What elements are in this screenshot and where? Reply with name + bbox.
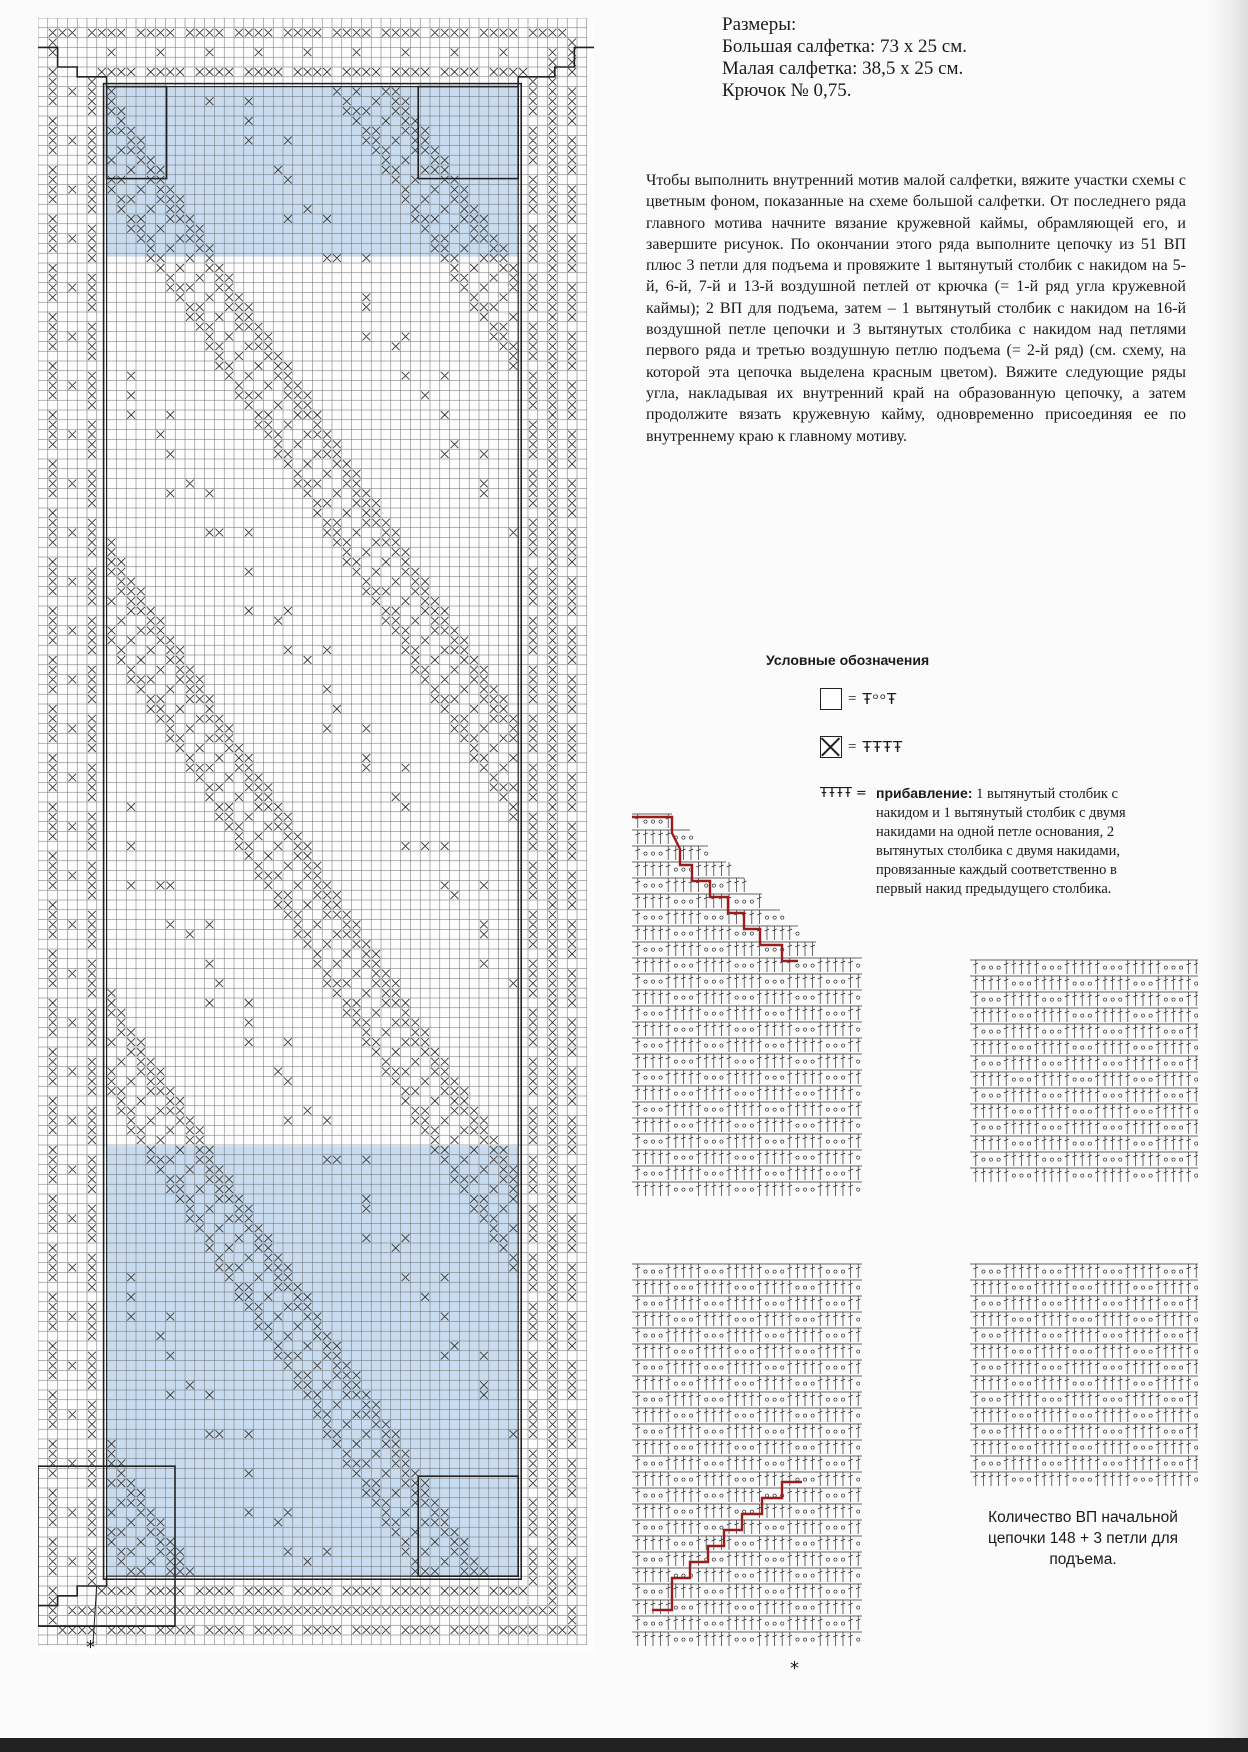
diagram-stitches [636, 814, 863, 1196]
legend-empty-cell [820, 688, 897, 710]
size-large: Большая салфетка: 73 х 25 см. [722, 36, 968, 57]
filet-chart-grid [38, 18, 594, 1654]
stitch-symbol: ŦᵒᵒŦ [862, 690, 898, 708]
diagram-stitches [974, 960, 1199, 1182]
diagram-stitches [636, 1264, 863, 1646]
increase-text: 1 вытянутый столбик с накидом и 1 вытянутый столбик с двумя накидами на одной петле основания, 2 вытянутых столбика с двумя накидами, провязанные каждый соответственно в первый накид предыдущего столбика. [876, 786, 1126, 897]
diagram-chain-loops [644, 820, 862, 1191]
increase-description [876, 784, 1140, 899]
increase-symbol-icon: ŦŦŦŦ = [820, 786, 867, 801]
size-small: Малая салфетка: 38,5 х 25 см. [722, 58, 964, 79]
stitch-diagram-top-right [970, 958, 1198, 1186]
stitch-diagram-bottom-left [632, 1262, 862, 1654]
legend-filled-cell [820, 736, 903, 758]
diagram-red-chain [632, 817, 798, 961]
sizes-title: Размеры: [722, 14, 797, 35]
stitch-symbol: ŦŦŦŦ [862, 738, 904, 756]
diagram-chain-loops [644, 1270, 862, 1641]
asterisk-marker-diagram: * [790, 1658, 799, 1679]
diagram-stitches [974, 1264, 1199, 1486]
instructions-text [646, 170, 1186, 447]
chain-note: Количество ВП начальной цепочки 148 + 3 петли для подъема. [987, 1509, 1179, 1568]
increase-label: прибавление: [876, 785, 973, 801]
diagram-row-lines [970, 960, 1198, 1168]
stitch-diagram-top-left [632, 812, 862, 1204]
diagram-red-chain [652, 1482, 802, 1610]
page-bottom-edge [0, 1738, 1248, 1752]
hook-size: Крючок № 0,75. [722, 80, 852, 101]
empty-cell-icon [820, 688, 842, 710]
legend-title: Условные обозначения [766, 652, 930, 668]
legend-eq: = [848, 690, 857, 707]
legend-eq: = [848, 738, 857, 755]
asterisk-marker-chart: * [86, 1637, 95, 1658]
instructions-paragraph: Чтобы выполнить внутренний мотив малой салфетки, вяжите участки схемы с цветным фоном, показанные на схеме большой салфетки. От последнего ряда главного мотива начните вязание кружевной каймы, обрамляющей его, и завершите рисунок. По окончании этого ряда выполните цепочку из 51 ВП плюс 3 петли для подъема и провяжите 1 вытянутый столбик с накидом на 5-й, 6-й, 7-й и 13-й воздушной петлей от крючка (= 1-й ряд угла кружевной каймы); 2 ВП для подъема, затем – 1 вытянутый столбик с накидом на 16-й воздушной петле цепочки и 3 вытянутых столбика с накидом над петлями первого ряда и третью воздушную петлю подъема (= 2-й ряд) (см. схему, на которой эта цепочка выделена красным цветом). Вяжите следующие ряды угла, накладывая их внутренний край на образованную цепочку, а затем продолжите вязать кружевную кайму, одновременно присоединяя ее по внутреннему краю к главному мотиву. [646, 172, 1186, 445]
sizes-block [722, 14, 967, 102]
page-edge-shadow [1208, 0, 1248, 1752]
legend-increase [820, 784, 1140, 899]
filled-cell-icon [820, 736, 842, 758]
diagram-row-lines [970, 1264, 1198, 1472]
stitch-diagram-bottom-right [970, 1262, 1198, 1490]
filet-chart [38, 18, 594, 1654]
asterisk-pointer-line [93, 1586, 97, 1644]
